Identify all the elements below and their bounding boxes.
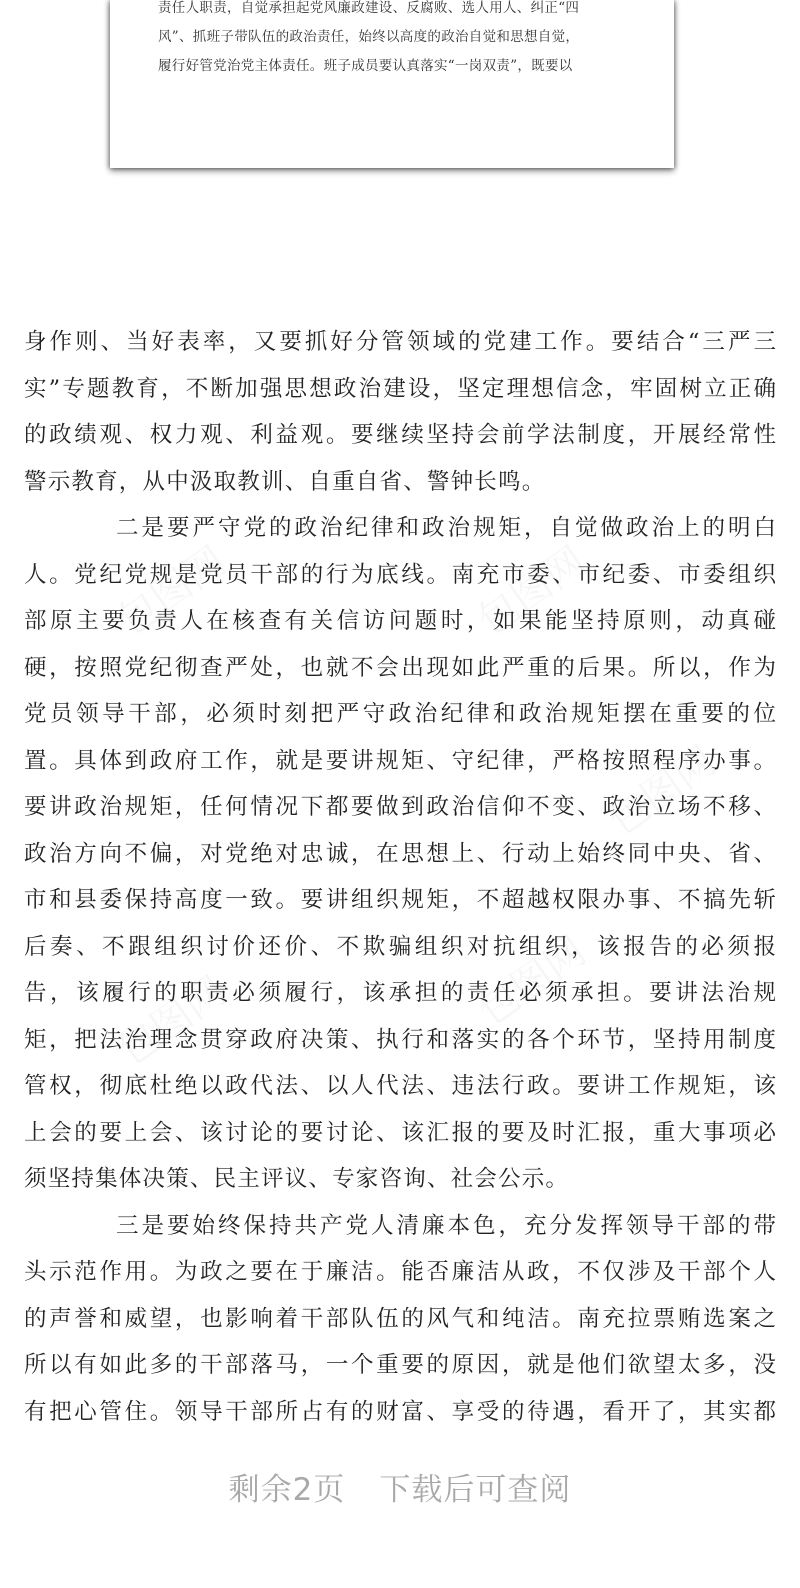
body-line: 有把心管住。领导干部所占有的财富、享受的待遇，看开了，其实都 <box>24 1398 776 1425</box>
body-line: 的政绩观、权力观、利益观。要继续坚持会前学法制度，开展经常性 <box>24 422 776 448</box>
body-line: 所以有如此多的干部落马，一个重要的原因，就是他们欲望太多，没 <box>24 1352 776 1378</box>
body-line: 部原主要负责人在核查有关信访问题时，如果能坚持原则，动真碰 <box>24 608 776 634</box>
body-line: 身作则、当好表率，又要抓好分管领域的党建工作。要结合“三严三 <box>24 329 776 355</box>
remaining-pages-banner[interactable] <box>0 1464 800 1509</box>
body-line: 置。具体到政府工作，就是要讲规矩、守纪律，严格按照程序办事。 <box>24 747 776 774</box>
body-line: 上会的要上会、该讨论的要讨论、该汇报的要及时汇报，重大事项必 <box>24 1119 776 1146</box>
body-line: 人。党纪党规是党员干部的行为底线。南充市委、市纪委、市委组织 <box>24 561 776 588</box>
body-line: 须坚持集体决策、民主评议、专家咨询、社会公示。 <box>24 1166 570 1192</box>
paragraph-start-line: 二是要严守党的政治纪律和政治规矩，自觉做政治上的明白 <box>116 515 776 541</box>
body-line: 的声誉和威望，也影响着干部队伍的风气和纯洁。南充拉票贿选案之 <box>24 1305 776 1332</box>
body-line: 告，该履行的职责必须履行，该承担的责任必须承担。要讲法治规 <box>24 980 776 1006</box>
body-line: 硬，按照党纪彻查严处，也就不会出现如此严重的后果。所以，作为 <box>24 654 776 681</box>
body-line: 警示教育，从中汲取教训、自重自省、警钟长鸣。 <box>24 468 546 495</box>
body-line: 矩，把法治理念贯穿政府决策、执行和落实的各个环节，坚持用制度 <box>24 1026 776 1053</box>
paragraph-start-line: 三是要始终保持共产党人清廉本色，充分发挥领导干部的带 <box>116 1212 776 1239</box>
document-body <box>24 319 776 1435</box>
body-line: 后奏、不跟组织讨价还价、不欺骗组织对抗组织，该报告的必须报 <box>24 933 776 960</box>
body-line: 实”专题教育，不断加强思想政治建设，坚定理想信念，牢固树立正确 <box>24 375 776 402</box>
preview-line: 责任人职责，自觉承担起党风廉政建设、反腐败、选人用人、纠正“四 <box>158 0 580 16</box>
preview-line: 履行好管党治党主体责任。班子成员要认真落实“一岗双责”，既要以 <box>158 58 573 74</box>
body-line: 头示范作用。为政之要在于廉洁。能否廉洁从政，不仅涉及干部个人 <box>24 1259 776 1285</box>
body-line: 要讲政治规矩，任何情况下都要做到政治信仰不变、政治立场不移、 <box>24 794 776 820</box>
body-line: 市和县委保持高度一致。要讲组织规矩，不超越权限办事、不搞先斩 <box>24 887 776 913</box>
remaining-pages-text: 剩余2页 <box>228 1472 346 1508</box>
previous-page-preview <box>110 0 674 168</box>
preview-line: 风”、抓班子带队伍的政治责任，始终以高度的政治自觉和思想自觉， <box>158 29 580 45</box>
download-to-view-text: 下载后可查阅 <box>379 1472 572 1508</box>
body-line: 政治方向不偏，对党绝对忠诚，在思想上、行动上始终同中央、省、 <box>24 840 776 867</box>
body-line: 管权，彻底杜绝以政代法、以人代法、违法行政。要讲工作规矩，该 <box>24 1073 776 1099</box>
body-line: 党员领导干部，必须时刻把严守政治纪律和政治规矩摆在重要的位 <box>24 701 776 727</box>
